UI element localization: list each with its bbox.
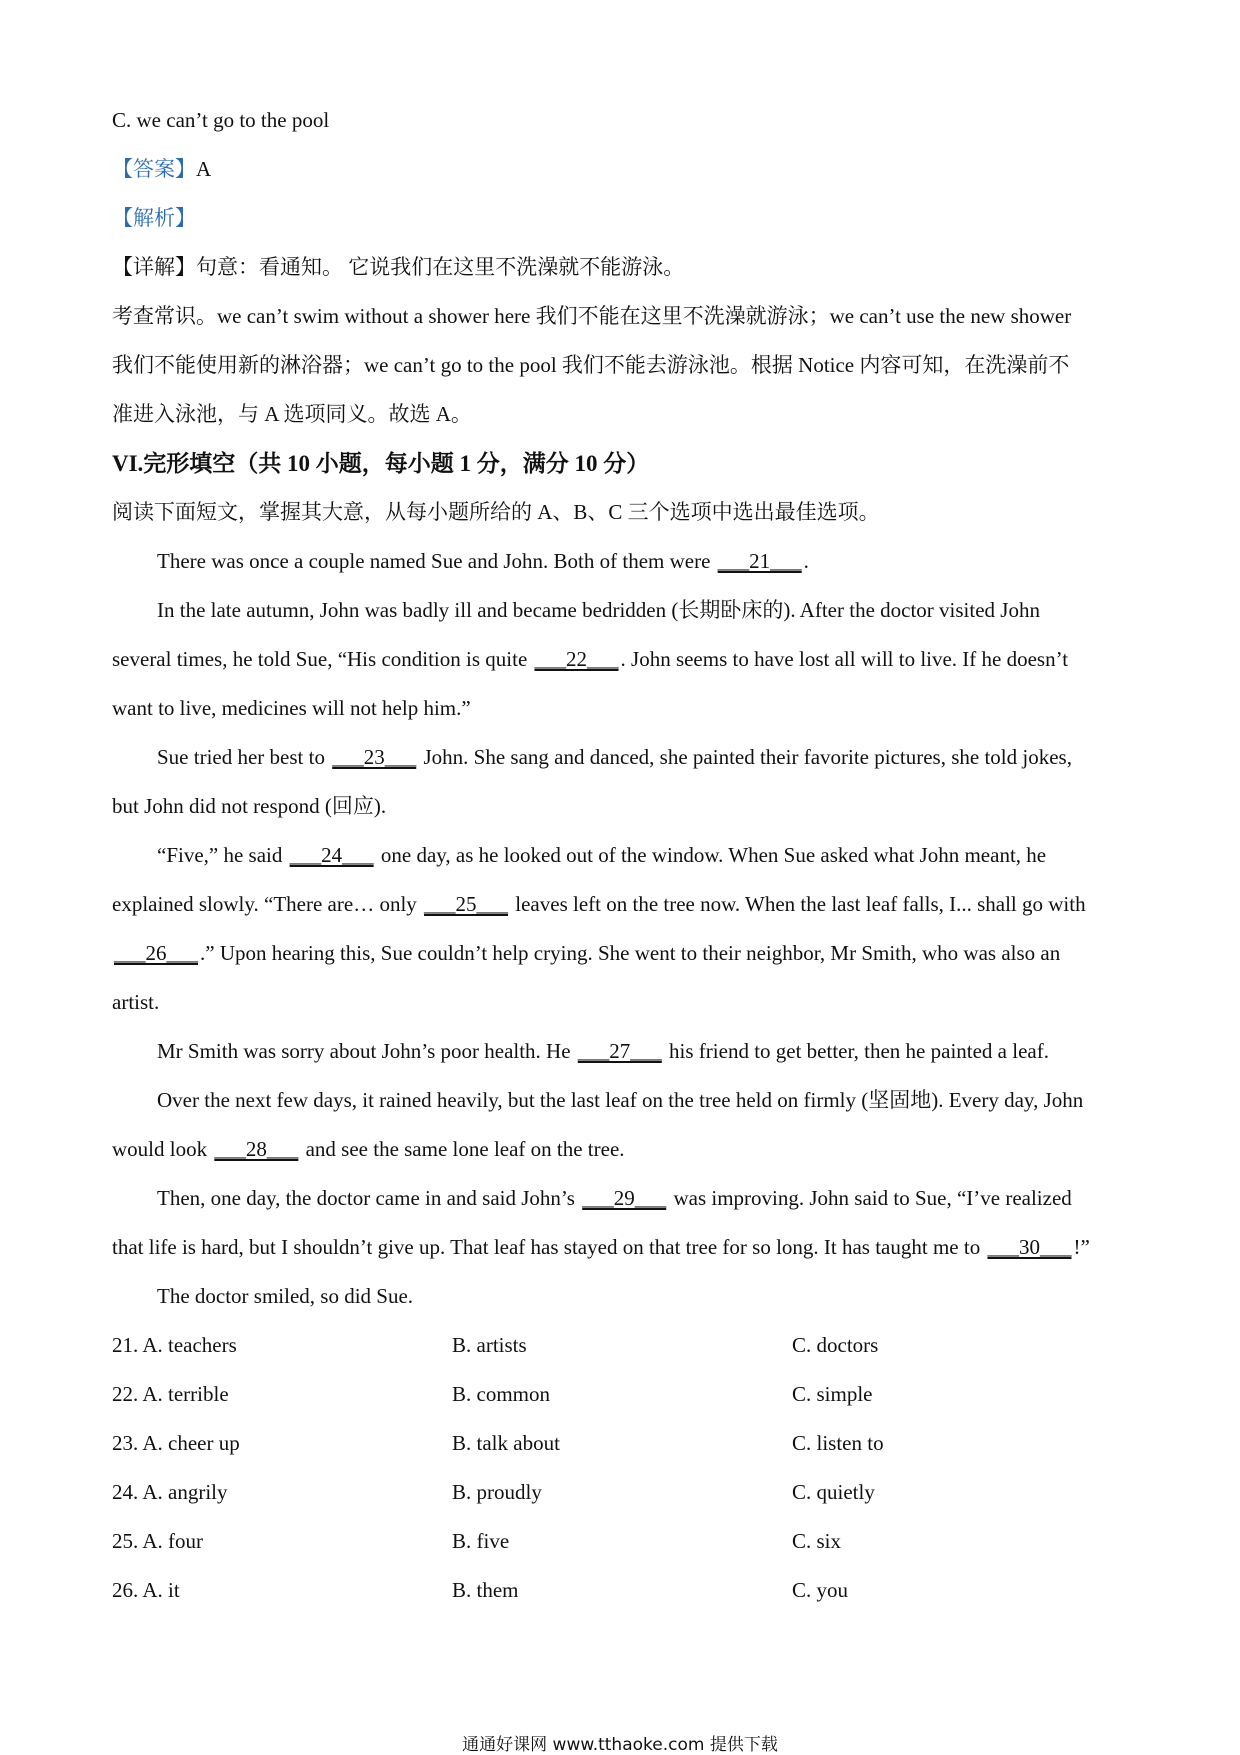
prev-option-c: C. we can’t go to the pool — [112, 108, 330, 132]
option-a: 25. A. four — [112, 1529, 203, 1553]
passage-text: . — [803, 549, 809, 573]
blank-23: ___23___ — [332, 745, 417, 769]
option-b: B. proudly — [452, 1480, 542, 1504]
passage-text: . John seems to have lost all will to live. If he doesn’t — [620, 647, 1069, 671]
blank-21: ___21___ — [717, 549, 802, 573]
passage-line — [112, 831, 1132, 880]
options-row-26 — [112, 1566, 1132, 1615]
passage-text: several times, he told Sue, “His condition is quite — [112, 647, 533, 671]
passage-line — [112, 635, 1132, 684]
passage-text: would look — [112, 1137, 213, 1161]
passage-text: Mr Smith was sorry about John’s poor health. He — [157, 1039, 576, 1063]
option-c: C. six — [792, 1529, 842, 1553]
detail-tag: 【详解】 — [112, 255, 196, 279]
options-row-24 — [112, 1468, 1132, 1517]
passage-text: !” — [1073, 1235, 1090, 1259]
passage-line — [112, 1174, 1132, 1223]
blank-28: ___28___ — [214, 1137, 299, 1161]
analysis-tag: 【解析】 — [112, 206, 196, 230]
blank-22: ___22___ — [534, 647, 619, 671]
options-row-22 — [112, 1370, 1132, 1419]
blank-30: ___30___ — [987, 1235, 1072, 1259]
passage-line: but John did not respond (回应). — [112, 794, 387, 818]
blank-27: ___27___ — [577, 1039, 662, 1063]
passage-text: Then, one day, the doctor came in and said John’s — [157, 1186, 581, 1210]
option-c: C. listen to — [792, 1431, 884, 1455]
answer-line — [112, 145, 1132, 194]
page-footer: 通通好课网 www.tthaoke.com 提供下载 — [462, 1735, 778, 1755]
option-c: C. doctors — [792, 1333, 879, 1357]
passage-line: Over the next few days, it rained heavily, but the last leaf on the tree held on firmly (坚固地). Every day, John — [157, 1088, 1084, 1112]
option-b: B. them — [452, 1578, 519, 1602]
passage-line — [112, 1027, 1132, 1076]
passage-text: Sue tried her best to — [157, 745, 331, 769]
passage-text: leaves left on the tree now. When the last leaf falls, I... shall go with — [510, 892, 1086, 916]
passage-text: explained slowly. “There are… only — [112, 892, 423, 916]
option-b: B. five — [452, 1529, 510, 1553]
passage-line — [112, 537, 1132, 586]
passage-text: was improving. John said to Sue, “I’ve realized — [668, 1186, 1072, 1210]
explanation-line: 准进入泳池，与 A 选项同义。故选 A。 — [112, 402, 472, 426]
option-a: 23. A. cheer up — [112, 1431, 240, 1455]
passage-text: and see the same lone leaf on the tree. — [300, 1137, 625, 1161]
option-c: C. quietly — [792, 1480, 875, 1504]
passage-text: that life is hard, but I shouldn’t give up. That leaf has stayed on that tree for so long. It has taught me to — [112, 1235, 986, 1259]
explanation-line: 我们不能使用新的淋浴器；we can’t go to the pool 我们不能去游泳池。根据 Notice 内容可知，在洗澡前不 — [112, 353, 1070, 377]
options-row-23 — [112, 1419, 1132, 1468]
passage-line: The doctor smiled, so did Sue. — [157, 1284, 414, 1308]
answer-tag: 【答案】 — [112, 157, 196, 181]
explanation-line: 考查常识。we can’t swim without a shower here 我们不能在这里不洗澡就游泳；we can’t use the new shower — [112, 304, 1072, 328]
passage-line — [112, 880, 1132, 929]
option-a: 21. A. teachers — [112, 1333, 237, 1357]
option-b: B. talk about — [452, 1431, 560, 1455]
detail-text: 句意：看通知。 它说我们在这里不洗澡就不能游泳。 — [196, 255, 685, 279]
document-page — [112, 96, 1132, 1615]
option-a: 24. A. angrily — [112, 1480, 228, 1504]
option-a: 26. A. it — [112, 1578, 180, 1602]
passage-text: “Five,” he said — [157, 843, 288, 867]
blank-26: ___26___ — [114, 941, 198, 965]
blank-29: ___29___ — [582, 1186, 667, 1210]
blank-24: ___24___ — [289, 843, 374, 867]
passage-line — [112, 733, 1132, 782]
passage-text: one day, as he looked out of the window. When Sue asked what John meant, he — [375, 843, 1047, 867]
answer-value: A — [196, 157, 212, 181]
passage-text: There was once a couple named Sue and John. Both of them were — [157, 549, 716, 573]
passage-text: John. She sang and danced, she painted their favorite pictures, she told jokes, — [418, 745, 1072, 769]
options-row-25 — [112, 1517, 1132, 1566]
passage-line — [112, 1125, 1132, 1174]
detail-line — [112, 243, 1132, 292]
passage-line — [112, 1223, 1132, 1272]
option-b: B. common — [452, 1382, 550, 1406]
passage-line — [112, 929, 1132, 978]
section-instruction: 阅读下面短文，掌握其大意，从每小题所给的 A、B、C 三个选项中选出最佳选项。 — [112, 500, 880, 524]
options-row-21 — [112, 1321, 1132, 1370]
analysis-line — [112, 194, 1132, 243]
passage-text: his friend to get better, then he painted a leaf. — [663, 1039, 1049, 1063]
section-title: VI.完形填空（共 10 小题，每小题 1 分，满分 10 分） — [112, 451, 650, 476]
passage-line: artist. — [112, 990, 160, 1014]
passage-line: In the late autumn, John was badly ill and became bedridden (长期卧床的). After the doctor visited John — [157, 598, 1040, 622]
option-c: C. simple — [792, 1382, 873, 1406]
option-a: 22. A. terrible — [112, 1382, 229, 1406]
passage-text: .” Upon hearing this, Sue couldn’t help crying. She went to their neighbor, Mr Smith, who was also an — [200, 941, 1061, 965]
option-b: B. artists — [452, 1333, 527, 1357]
blank-25: ___25___ — [424, 892, 509, 916]
passage-line: want to live, medicines will not help him.” — [112, 696, 471, 720]
option-c: C. you — [792, 1578, 849, 1602]
